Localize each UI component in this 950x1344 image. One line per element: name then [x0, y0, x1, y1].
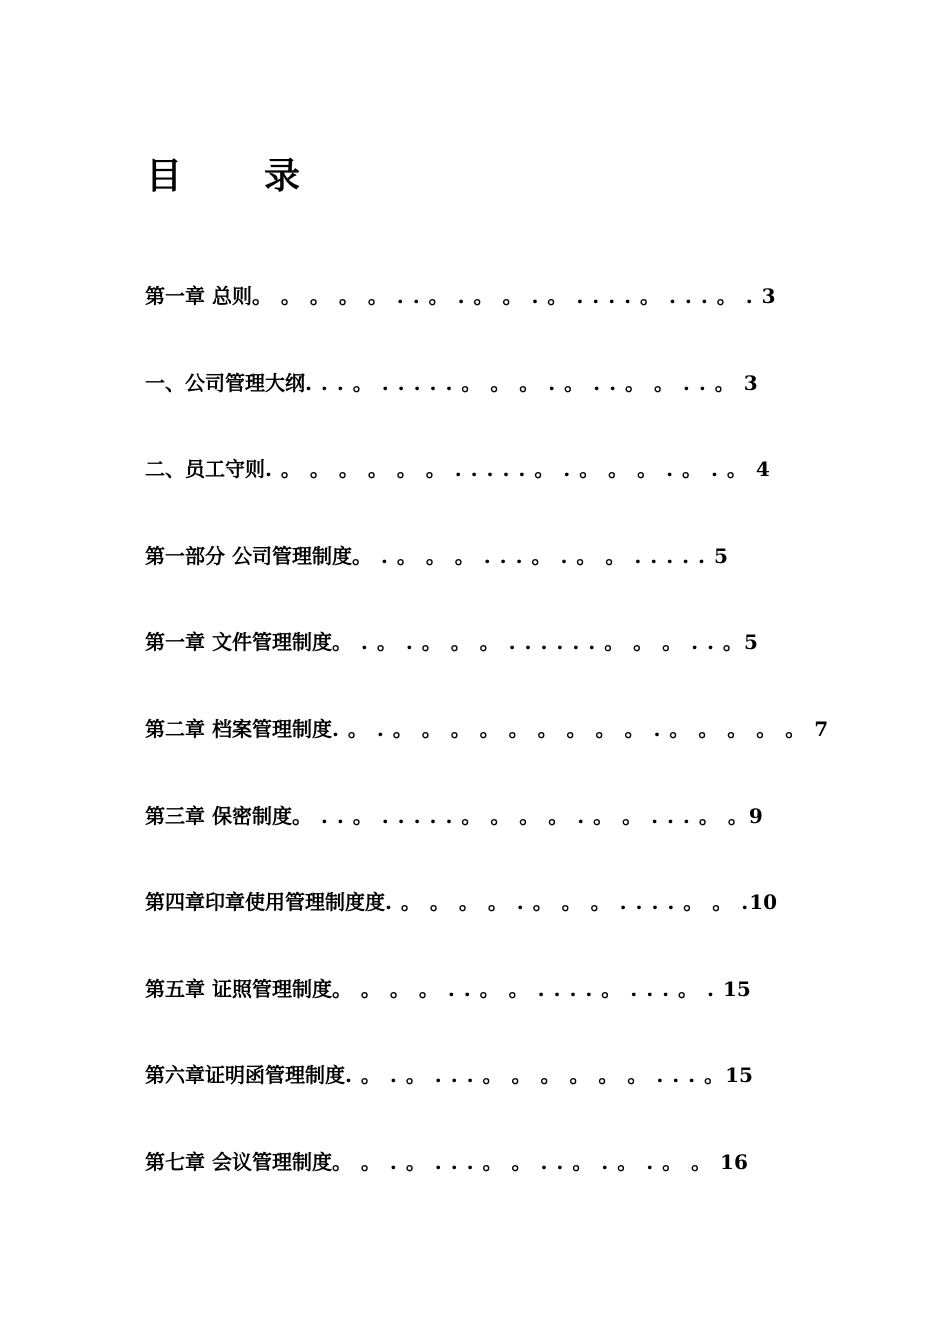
- toc-entry-page: 3: [761, 284, 776, 308]
- toc-entry-page: 15: [725, 1063, 753, 1088]
- toc-entry-leader: 。 . 。 。 。 . . . 。 . 。 。 . . . . .: [351, 543, 714, 568]
- toc-entry-title: 第七章 会议管理制度: [145, 1149, 332, 1174]
- toc-entry[interactable]: [145, 538, 845, 625]
- toc-heading-char-2: 录: [264, 155, 301, 197]
- toc-entry[interactable]: [145, 365, 845, 452]
- toc-entry-page: 16: [720, 1149, 748, 1174]
- toc-entry-leader: 。 。 。 。 . . 。 。 . . . . 。 . . . 。 .: [331, 976, 723, 1001]
- toc-entry[interactable]: [145, 451, 845, 538]
- toc-entry[interactable]: [145, 711, 845, 798]
- toc-entry-page: 4: [755, 457, 770, 482]
- toc-entry-title: 第一章 总则: [145, 284, 252, 308]
- toc-entry-page: 9: [748, 803, 763, 828]
- toc-entry[interactable]: [145, 971, 845, 1058]
- toc-entry-leader: . 。 。 。 。 . 。 。 。 . . . . 。 。 .: [385, 890, 750, 915]
- toc-entry-title: 第三章 保密制度: [145, 803, 292, 828]
- toc-entry-leader: 。 . . 。 . . . . . 。 。 。 。 . 。 。 . . . 。 。: [291, 803, 749, 828]
- toc-entry-page: 5: [743, 630, 758, 655]
- toc-entry-leader: 。 。 。 。 。 . . 。 . 。 。 . 。 . . . . 。 . . . 。 .: [251, 284, 762, 308]
- toc-entry-page: 15: [722, 976, 751, 1001]
- toc-entry-page: 7: [814, 716, 829, 741]
- toc-entry[interactable]: [145, 624, 845, 711]
- toc-entry-leader: 。 . 。 . 。 。 。 . . . . . . 。 。 。 . . 。: [331, 630, 744, 655]
- toc-list: [145, 278, 845, 1231]
- toc-entry-leader: . . . 。 . . . . . 。 。 。 . 。 . . 。 。 . . 。: [305, 370, 744, 395]
- toc-entry-title: 二、员工守则: [145, 457, 265, 482]
- toc-entry-leader: . 。 . 。 . . . 。 。 。 。 。 。 . . . 。: [345, 1063, 726, 1088]
- toc-entry-title: 第六章证明函管理制度: [145, 1063, 345, 1088]
- toc-entry-leader: 。 。 . 。 . . . 。 。 . . 。 . 。 . 。 。: [331, 1149, 721, 1174]
- toc-entry-title: 第一章 文件管理制度: [145, 630, 332, 655]
- toc-entry-page: 5: [713, 543, 728, 568]
- toc-entry[interactable]: [145, 884, 845, 971]
- toc-heading: [146, 152, 300, 200]
- toc-entry[interactable]: [145, 1144, 845, 1231]
- toc-entry-page: 10: [749, 890, 778, 915]
- toc-entry[interactable]: [145, 278, 845, 365]
- toc-entry-title: 第一部分 公司管理制度: [145, 543, 352, 568]
- toc-entry[interactable]: [145, 1057, 845, 1144]
- toc-entry-title: 第二章 档案管理制度: [145, 716, 332, 741]
- toc-entry-leader: . 。 . 。 。 。 。 。 。 。 。 。 . 。 。 。 。 。: [331, 716, 815, 741]
- toc-entry-title: 一、公司管理大纲: [145, 370, 305, 395]
- toc-entry[interactable]: [145, 798, 845, 885]
- toc-entry-page: 3: [743, 370, 758, 395]
- toc-heading-char-1: 目: [146, 155, 183, 197]
- toc-entry-title: 第五章 证照管理制度: [145, 976, 332, 1001]
- toc-entry-leader: . 。 。 。 。 。 。 . . . . . 。 . 。 。 。 . 。 . 。: [265, 457, 756, 482]
- toc-entry-title: 第四章印章使用管理制度度: [145, 890, 385, 915]
